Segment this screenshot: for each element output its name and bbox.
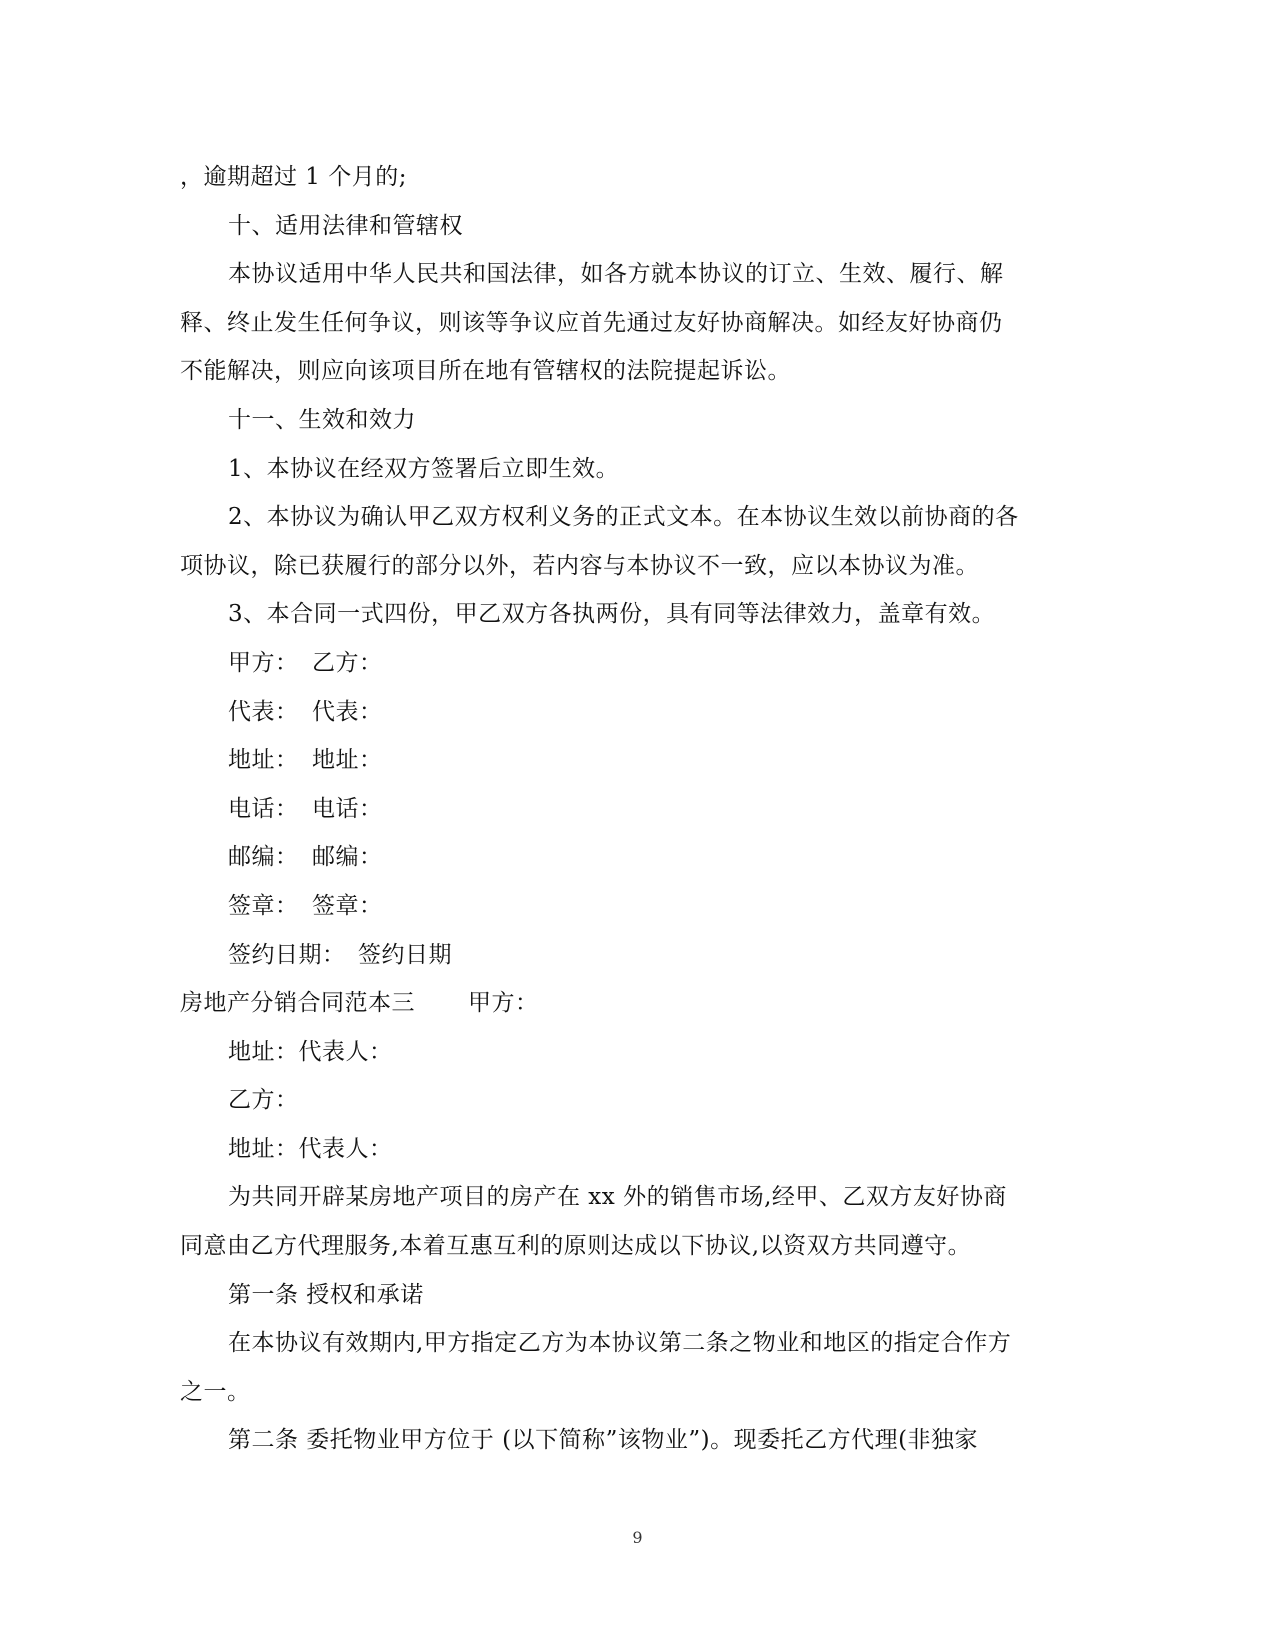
- party-a-label: 邮编：: [228, 844, 299, 871]
- party-b-sign-date: 签约日期: [358, 941, 452, 968]
- party-a-label: 签章：: [228, 892, 299, 919]
- text-line: 之一。: [180, 1378, 251, 1405]
- party-b-label: 乙方：: [312, 649, 383, 676]
- party-b-label: 地址：: [312, 747, 383, 774]
- text-line: 项协议，除已获履行的部分以外，若内容与本协议不一致，应以本协议为准。: [180, 552, 979, 579]
- text-line: 不能解决，则应向该项目所在地有管辖权的法院提起诉讼。: [180, 358, 791, 385]
- party-a-label: 地址：: [228, 747, 299, 774]
- text-line: ，逾期超过 1 个月的;: [180, 164, 408, 190]
- signature-row: [180, 688, 1080, 737]
- text-line: 1、本协议在经双方签署后立即生效。: [228, 455, 620, 482]
- sign-date-row: [180, 931, 1080, 980]
- text-line: 地址：代表人：: [228, 1038, 393, 1065]
- signature-row: [180, 639, 1080, 688]
- page-number: 9: [632, 1528, 643, 1547]
- text-line: 在本协议有效期内,甲方指定乙方为本协议第二条之物业和地区的指定合作方: [228, 1330, 1012, 1357]
- party-a-label: 电话：: [228, 795, 299, 822]
- party-a-sign-date: 签约日期：: [228, 941, 346, 968]
- text-line: 本协议适用中华人民共和国法律，如各方就本协议的订立、生效、履行、解: [228, 261, 1004, 288]
- party-b-label: 签章：: [312, 892, 383, 919]
- text-line: 3、本合同一式四份，甲乙双方各执两份，具有同等法律效力，盖章有效。: [228, 601, 996, 628]
- party-a-label: 代表：: [228, 698, 299, 725]
- section-heading: 十一、生效和效力: [228, 406, 416, 433]
- text-line: 乙方：: [228, 1087, 299, 1114]
- document-body: [180, 153, 1080, 1465]
- text-line: 第二条 委托物业甲方位于 (以下简称”该物业”)。现委托乙方代理(非独家: [228, 1427, 979, 1454]
- text-line: 地址：代表人：: [228, 1135, 393, 1162]
- signature-row: [180, 882, 1080, 931]
- section-heading: 十、适用法律和管辖权: [228, 212, 463, 239]
- text-line: 2、本协议为确认甲乙双方权利义务的正式文本。在本协议生效以前协商的各: [228, 504, 1019, 531]
- template-title-row: [180, 979, 1080, 1028]
- article-heading: 第一条 授权和承诺: [228, 1281, 424, 1308]
- template-title: 房地产分销合同范本三: [180, 990, 415, 1017]
- party-b-label: 邮编：: [312, 844, 383, 871]
- text-line: 同意由乙方代理服务,本着互惠互利的原则达成以下协议,以资双方共同遵守。: [180, 1233, 972, 1260]
- signature-row: [180, 833, 1080, 882]
- party-a-label: 甲方：: [468, 990, 539, 1017]
- party-a-label: 甲方：: [228, 649, 299, 676]
- party-b-label: 代表：: [312, 698, 383, 725]
- signature-row: [180, 785, 1080, 834]
- text-line: 为共同开辟某房地产项目的房产在 xx 外的销售市场,经甲、乙双方友好协商: [228, 1184, 1007, 1211]
- signature-row: [180, 736, 1080, 785]
- party-b-label: 电话：: [312, 795, 383, 822]
- text-line: 释、终止发生任何争议，则该等争议应首先通过友好协商解决。如经友好协商仍: [180, 309, 1003, 336]
